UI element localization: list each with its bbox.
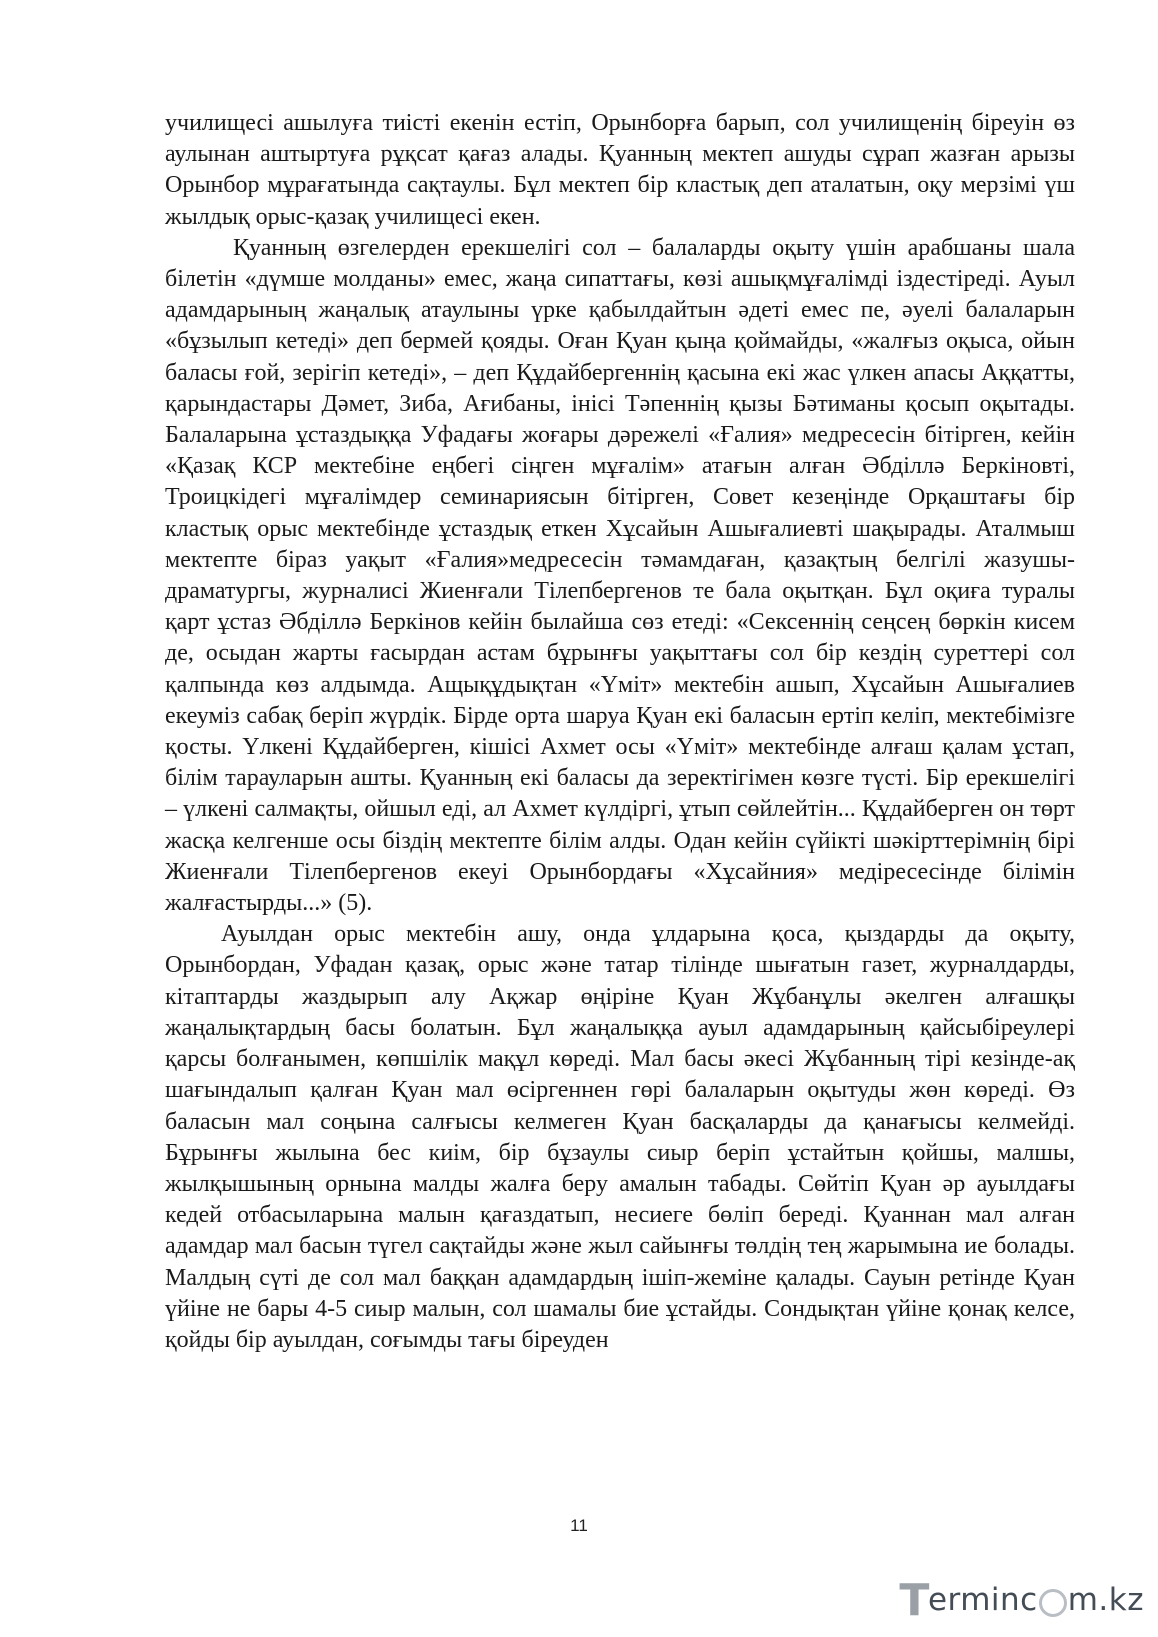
document-body — [165, 108, 1075, 1356]
site-watermark-logo — [899, 1576, 1144, 1624]
watermark-o-circle-icon — [1039, 1589, 1067, 1617]
watermark-text-1: erminc — [927, 1582, 1038, 1618]
paragraph-3: Ауылдан орыс мектебін ашу, онда ұлдарына қоса, қыздарды да оқыту, Орынбордан, Уфадан қазақ, орыс және татар тілінде шығатын газет, журналдарды, кітаптарды жаздырып алу Ақжар өңіріне Қуан Жұбанұлы әкелген алғашқы жаңалықтардың басы болатын. Бұл жаңалыққа ауыл адамдарының қайсыбіреулері қарсы болғанымен, көпшілік мақұл көреді. Мал басы әкесі Жұбанның тірі кезінде-ақ шағындалып қалған Қуан мал өсіргеннен гөрі балаларын оқытуды жөн көреді. Өз баласын мал соңына салғысы келмеген Қуан басқаларды да қанағысы келмейді. Бұрынғы жылына бес киім, бір бұзаулы сиыр беріп ұстайтын қойшы, малшы, жылқышының орнына малды жалға беру амалын табады. Сөйтіп Қуан әр ауылдағы кедей отбасыларына малын қағаздатып, несиеге бөліп береді. Қуаннан мал алған адамдар мал басын түгел сақтайды және жыл сайынғы төлдің тең жарымына ие болады. Малдың сүті де сол мал баққан адамдардың ішіп-жеміне қалады. Сауын ретінде Қуан үйіне не бары 4-5 сиыр малын, сол шамалы бие ұстайды. Сондықтан үйіне қонақ келсе, қойды бір ауылдан, соғымды тағы біреуден — [165, 921, 1075, 1353]
watermark-text-2: m.kz — [1067, 1582, 1144, 1618]
paragraph-1: училищесі ашылуға тиісті екенін естіп, Орынборға барып, сол училищенің біреуін өз аулынан аштыртуға рұқсат қағаз алады. Қуанның мектеп ашуды сұрап жазған арызы Орынбор мұрағатында сақтаулы. Бұл мектеп бір кластық деп аталатын, оқу мерзімі үш жылдық орыс-қазақ училищесі екен. — [165, 110, 1075, 230]
paragraph-2: Қуанның өзгелерден ерекшелігі сол – балаларды оқыту үшін арабшаны шала білетін «дүмше молданы» емес, жаңа сипаттағы, көзі ашықмұғалімді іздестіреді. Ауыл адамдарының жаңалық атаулыны үрке қабылдайтын әдеті емес пе, әуелі балаларын «бұзылып кетеді» деп бермей қояды. Оған Қуан қыңа қоймайды, «жалғыз оқыса, ойын баласы ғой, зерігіп кетеді», – деп Құдайбергеннің қасына екі жас үлкен апасы Аққатты, қарындастары Дәмет, Зиба, Ағибаны, інісі Тәпеннің қызы Бәтиманы қосып оқытады. Балаларына ұстаздыққа Уфадағы жоғары дәрежелі «Ғалия» медресесін бітірген, кейін «Қазақ КСР мектебіне еңбегі сіңген мұғалім» атағын алған Әбділлә Беркіновті, Троицкідегі мұғалімдер семинариясын бітірген, Совет кезеңінде Орқаштағы бір кластық орыс мектебінде ұстаздық еткен Хұсайын Ашығалиевті шақырады. Аталмыш мектепте біраз уақыт «Ғалия»медресесін тәмамдаған, қазақтың белгілі жазушы-драматургы, журналисі Жиенғали Тілепбергенов те бала оқытқан. Бұл оқиға туралы қарт ұстаз Әбділлә Беркінов кейін былайша сөз етеді: «Сексеннің сеңсең бөркін кисем де, осыдан жарты ғасырдан астам бұрынғы уақыттағы сол бір кездің суреттері сол қалпында көз алдымда. Ащықұдықтан «Үміт» мектебін ашып, Хұсайын Ашығалиев екеуміз сабақ беріп жүрдік. Бірде орта шаруа Қуан екі баласын ертіп келіп, мектебімізге қосты. Үлкені Құдайберген, кішісі Ахмет осы «Үміт» мектебінде алғаш қалам ұстап, білім тарауларын ашты. Қуанның екі баласы да зеректігімен көзге түсті. Бір ерекшелігі – үлкені салмақты, ойшыл еді, ал Ахмет күлдіргі, ұтып сөйлейтін... Құдайберген он төрт жасқа келгенше осы біздің мектепте білім алды. Одан кейін сүйікті шәкірттерімнің бірі Жиенғали Тілепбергенов екеуі Орынбордағы «Хұсайния» медіресесінде білімін жалғастырды...» (5). — [165, 234, 1075, 917]
page-number: 11 — [570, 1516, 588, 1535]
watermark-t: T — [899, 1574, 930, 1626]
